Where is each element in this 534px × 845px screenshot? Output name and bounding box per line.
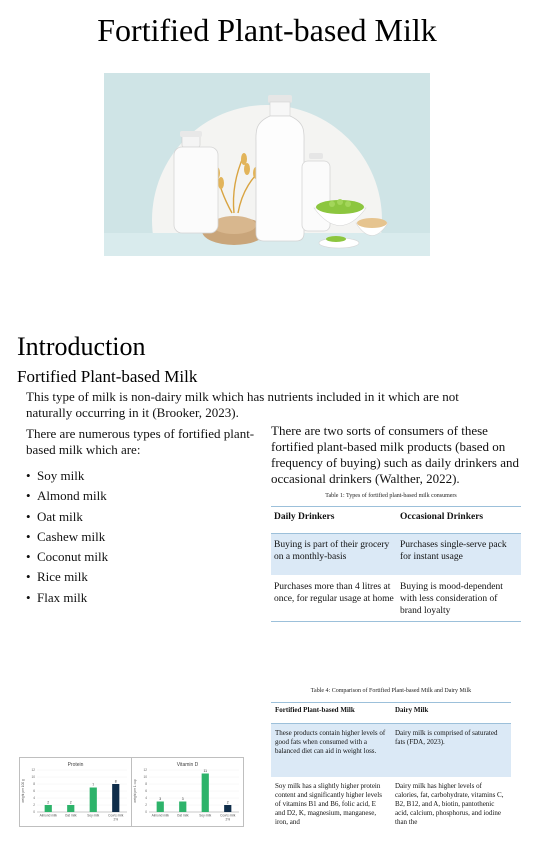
vitamin-d-chart-svg [132, 758, 243, 826]
y-axis-label: weight per 100 g [21, 779, 25, 803]
bar [179, 802, 186, 813]
category-label: 2% [225, 817, 231, 822]
table-cell: Buying is mood-dependent with less consideration of brand loyalty [397, 575, 521, 622]
bar [112, 784, 119, 812]
table-row [271, 534, 521, 576]
y-tick-label: 8 [33, 782, 35, 787]
y-tick-label: 2 [145, 803, 147, 808]
data-label: 8 [114, 779, 117, 784]
list-item: • Almond milk [26, 486, 271, 506]
category-label: Almond milk [39, 813, 57, 818]
list-item: • Soy milk [26, 466, 271, 486]
intro-paragraph: This type of milk is non-dairy milk which has nutrients included in it which are not naturally occurring in it (Brooker, 2023). [26, 389, 459, 420]
y-tick-label: 0 [33, 810, 35, 815]
table-header: Dairy Milk [391, 703, 511, 724]
list-item: • Flax milk [26, 588, 271, 608]
table-header: Occasional Drinkers [397, 507, 521, 534]
protein-chart-svg [20, 758, 131, 826]
small-milk-bottle [174, 147, 218, 233]
y-axis-label: weight per 1 cup [133, 779, 137, 803]
chart-title: Vitamin D [176, 762, 199, 768]
y-tick-label: 12 [31, 768, 35, 773]
consumer-types-table [271, 506, 521, 622]
table2-caption: Table 4: Comparison of Fortified Plant-based Milk and Dairy Milk [310, 688, 472, 694]
table-row [271, 777, 511, 845]
y-tick-label: 4 [33, 796, 35, 801]
category-label: Cow's milk [220, 813, 236, 818]
category-label: Soy milk [87, 813, 100, 818]
table-header: Daily Drinkers [271, 507, 397, 534]
data-label: 2 [226, 800, 229, 805]
milk-bottles-illustration [104, 73, 430, 256]
bar [202, 774, 209, 813]
table-cell: Purchases more than 4 litres at once, for regular usage at home [271, 575, 397, 622]
y-tick-label: 10 [31, 775, 35, 780]
consumers-paragraph: There are two sorts of consumers of these fortified plant-based milk products (based on frequency of buying) such as daily drinkers and occasional drinkers (Walther, 2022). [271, 423, 520, 486]
list-item: • Coconut milk [26, 547, 271, 567]
category-label: Cow's milk [108, 813, 124, 818]
table1-caption: Table 1: Types of fortified plant-based milk consumers [325, 493, 457, 499]
bar [224, 805, 231, 812]
comparison-table [271, 702, 511, 845]
y-tick-label: 2 [33, 803, 35, 808]
table-cell: Dairy milk has higher levels of calories, fat, carbohydrate, vitamins C, B2, B12, and A, biotin, pantothenic acid, calcium, phosphorus, and iodine than the [395, 782, 504, 826]
data-label: 2 [69, 800, 72, 805]
category-label: Oat milk [64, 813, 77, 818]
list-item: • Oat milk [26, 507, 271, 527]
category-label: 2% [113, 817, 119, 822]
y-tick-label: 10 [143, 775, 147, 780]
y-tick-label: 0 [145, 810, 147, 815]
chart-title: Protein [67, 762, 84, 768]
y-tick-label: 6 [33, 789, 35, 794]
table-row [271, 724, 511, 778]
list-item: • Rice milk [26, 567, 271, 587]
table-cell: Buying is part of their grocery on a monthly-basis [271, 534, 397, 576]
subsection-heading: Fortified Plant-based Milk [17, 367, 198, 386]
data-label: 11 [203, 769, 208, 773]
bar [45, 805, 52, 812]
tall-milk-bottle [256, 116, 304, 241]
data-label: 3 [181, 797, 184, 801]
table-header: Fortified Plant-based Milk [271, 703, 391, 724]
page-title: Fortified Plant-based Milk [97, 12, 437, 48]
section-heading-introduction: Introduction [17, 332, 146, 361]
category-label: Oat milk [176, 813, 189, 818]
category-label: Almond milk [151, 813, 169, 818]
list-item: • Cashew milk [26, 527, 271, 547]
protein-chart [19, 757, 132, 827]
category-label: Soy milk [199, 813, 212, 818]
hero-image [104, 73, 430, 256]
y-tick-label: 4 [145, 796, 147, 801]
data-label: 2 [47, 800, 50, 805]
milk-types-lead: There are numerous types of fortified plant-based milk which are: [26, 426, 255, 457]
data-label: 3 [159, 797, 162, 801]
y-tick-label: 8 [145, 782, 147, 787]
y-tick-label: 12 [143, 768, 147, 773]
bar [67, 805, 74, 812]
y-tick-label: 6 [145, 789, 147, 794]
milk-types-list [26, 466, 271, 608]
bar [157, 802, 164, 813]
table-row [271, 575, 521, 622]
table-cell: Purchases single-serve pack for instant usage [397, 534, 521, 576]
vitamin-d-chart [131, 757, 244, 827]
milk-types-column [26, 426, 271, 608]
table-cell: Dairy milk is comprised of saturated fats (FDA, 2023). [391, 724, 511, 778]
table-cell: Soy milk has a slightly higher protein content and significantly higher levels of vitamins B1 and B6, folic acid, E and D2, K, magnesium, manganese, iron, and [275, 782, 382, 826]
table-cell: These products contain higher levels of good fats when consumed with a balanced diet can aid in weight loss. [271, 724, 391, 778]
bar [90, 788, 97, 813]
data-label: 7 [92, 783, 95, 787]
